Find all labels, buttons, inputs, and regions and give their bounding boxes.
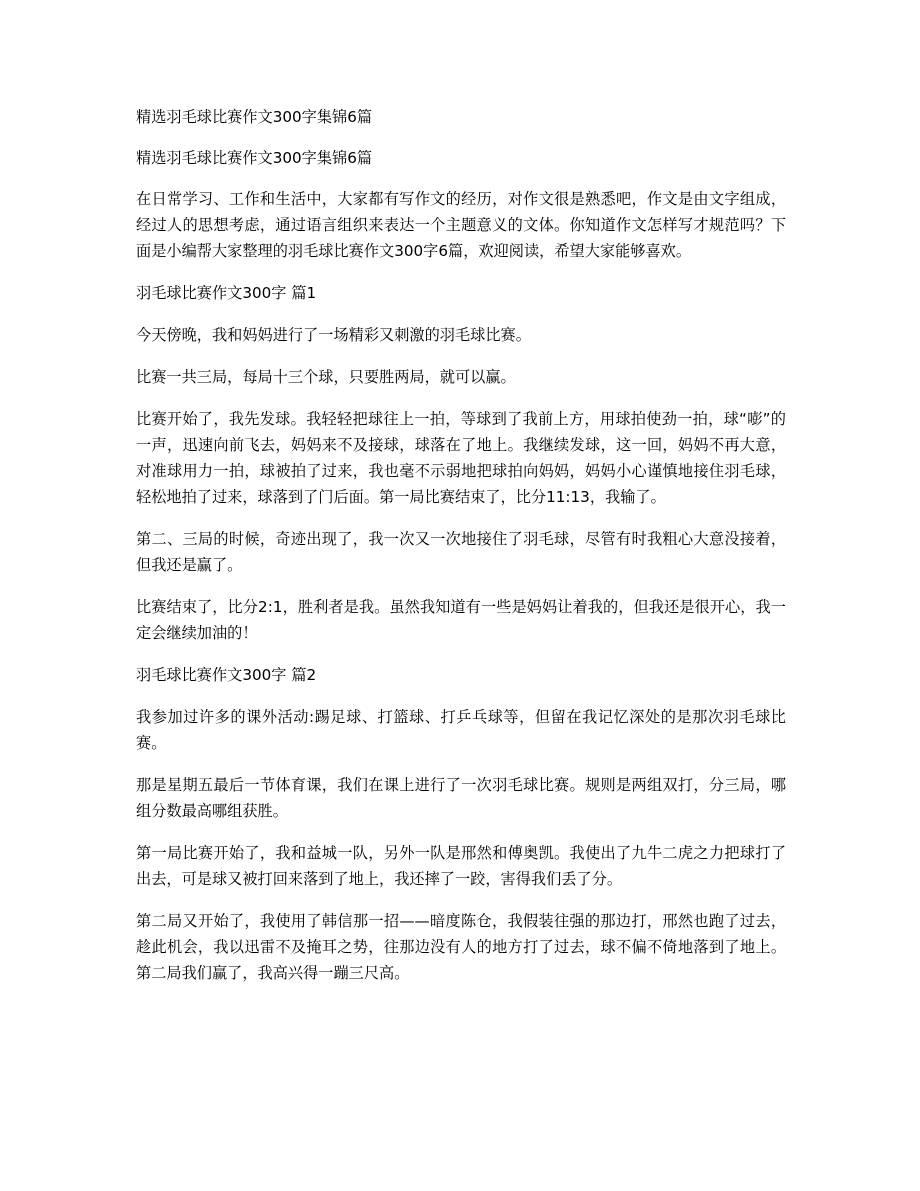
- header-title: 精选羽毛球比赛作文300字集锦6篇: [136, 108, 373, 126]
- article-paragraph: 比赛一共三局，每局十三个球，只要胜两局，就可以赢。: [136, 368, 516, 386]
- article-2: [136, 662, 786, 986]
- article-paragraph: 我参加过许多的课外活动:踢足球、打篮球、打乒乓球等，但留在我记忆深处的是那次羽毛球比赛。: [136, 708, 786, 752]
- article-paragraph: 比赛结束了，比分2:1，胜利者是我。虽然我知道有一些是妈妈让着我的，但我还是很开心，我一定会继续加油的！: [136, 598, 786, 642]
- article-heading: 羽毛球比赛作文300字 篇2: [136, 666, 317, 684]
- article-paragraph: 第二、三局的时候，奇迹出现了，我一次又一次地接住了羽毛球，尽管有时我粗心大意没接着，但我还是赢了。: [136, 530, 786, 574]
- article-paragraph: 第一局比赛开始了，我和益城一队，另外一队是邢然和傅奥凯。我使出了九牛二虎之力把球打了出去，可是球又被打回来落到了地上，我还摔了一跤，害得我们丢了分。: [136, 844, 786, 888]
- article-paragraph: 第二局又开始了，我使用了韩信那一招——暗度陈仓，我假装往强的那边打，邢然也跑了过去，趁此机会，我以迅雷不及掩耳之势，往那边没有人的地方打了过去，球不偏不倚地落到了地上。第二局我们赢了，我高兴得一蹦三尺高。: [136, 912, 786, 982]
- intro-paragraph: 在日常学习、工作和生活中，大家都有写作文的经历，对作文很是熟悉吧，作文是由文字组成，经过人的思想考虑，通过语言组织来表达一个主题意义的文体。你知道作文怎样写才规范吗？下面是小编帮大家整理的羽毛球比赛作文300字6篇，欢迎阅读，希望大家能够喜欢。: [136, 190, 786, 260]
- article-paragraph: 那是星期五最后一节体育课，我们在课上进行了一次羽毛球比赛。规则是两组双打，分三局，哪组分数最高哪组获胜。: [136, 776, 786, 820]
- article-paragraph: 今天傍晚，我和妈妈进行了一场精彩又刺激的羽毛球比赛。: [136, 326, 531, 344]
- document-page: [136, 104, 786, 1002]
- article-paragraph: 比赛开始了，我先发球。我轻轻把球往上一拍，等球到了我前上方，用球拍使劲一拍，球“嘭”的一声，迅速向前飞去，妈妈来不及接球，球落在了地上。我继续发球，这一回，妈妈不再大意，对准球用力一拍，球被拍了过来，我也毫不示弱地把球拍向妈妈，妈妈小心谨慎地接住羽毛球，轻松地拍了过来，球落到了门后面。第一局比赛结束了，比分11:13，我输了。: [136, 410, 786, 506]
- article-1: [136, 280, 786, 646]
- article-heading: 羽毛球比赛作文300字 篇1: [136, 284, 317, 302]
- document-title: 精选羽毛球比赛作文300字集锦6篇: [136, 149, 373, 167]
